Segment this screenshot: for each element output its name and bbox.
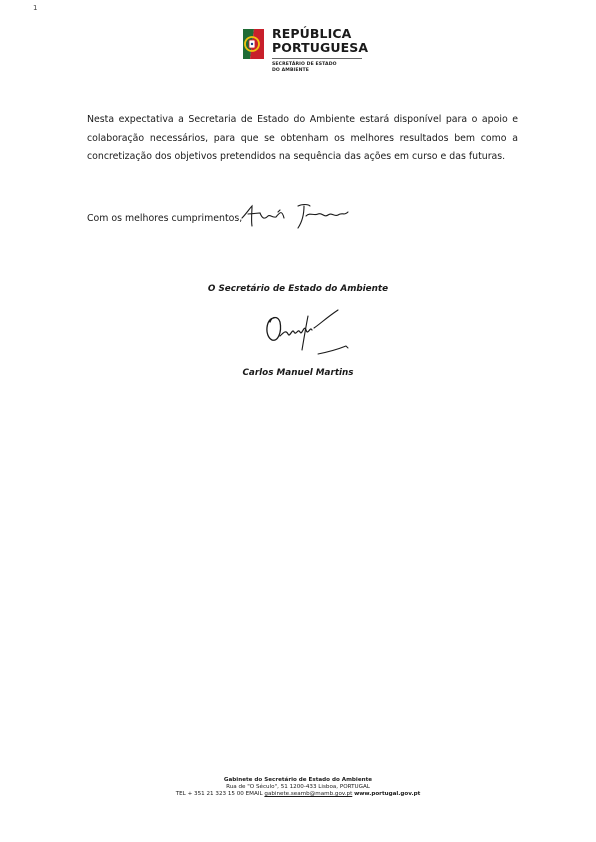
signer-name: Carlos Manuel Martins: [242, 368, 354, 378]
org-line-1: REPÚBLICA: [272, 26, 352, 41]
coat-of-arms-icon: [240, 27, 266, 61]
page-mark: 1: [33, 4, 38, 12]
org-line-2: PORTUGUESA: [272, 40, 369, 55]
footer-tel: TEL + 351 21 323 15 00 EMAIL: [175, 791, 263, 797]
footer-email-link[interactable]: gabinete.seamb@mamb.gov.pt: [264, 791, 353, 797]
closing-salutation: Com os melhores cumprimentos,: [87, 213, 243, 224]
dept-line-2: DO AMBIENTE: [272, 68, 310, 73]
footer-website-link[interactable]: www.portugal.gov.pt: [354, 791, 421, 797]
footer: [0, 777, 596, 798]
header-divider: [272, 58, 362, 59]
dept-line-1: SECRETÁRIO DE ESTADO: [272, 62, 337, 67]
closing-signature-scribble: [240, 200, 350, 230]
department-name: [272, 62, 337, 74]
body-paragraph: Nesta expectativa a Secretaria de Estado do Ambiente estará disponível para o apoio e colaboração necessários, para que se obtenham os melhores resultados bem como a concretização dos objetivos pretendidos na sequência das ações em curso e das futuras.: [87, 114, 518, 162]
footer-contact: [0, 791, 596, 798]
header-logo: [240, 27, 370, 79]
org-name: [272, 27, 368, 55]
official-signature-scribble: [258, 306, 354, 364]
footer-office: Gabinete do Secretário de Estado do Ambiente: [223, 777, 373, 783]
footer-address: Rua de "O Século", 51 1200-433 Lisboa, PORTUGAL: [226, 784, 370, 790]
signer-title: O Secretário de Estado do Ambiente: [207, 284, 389, 294]
